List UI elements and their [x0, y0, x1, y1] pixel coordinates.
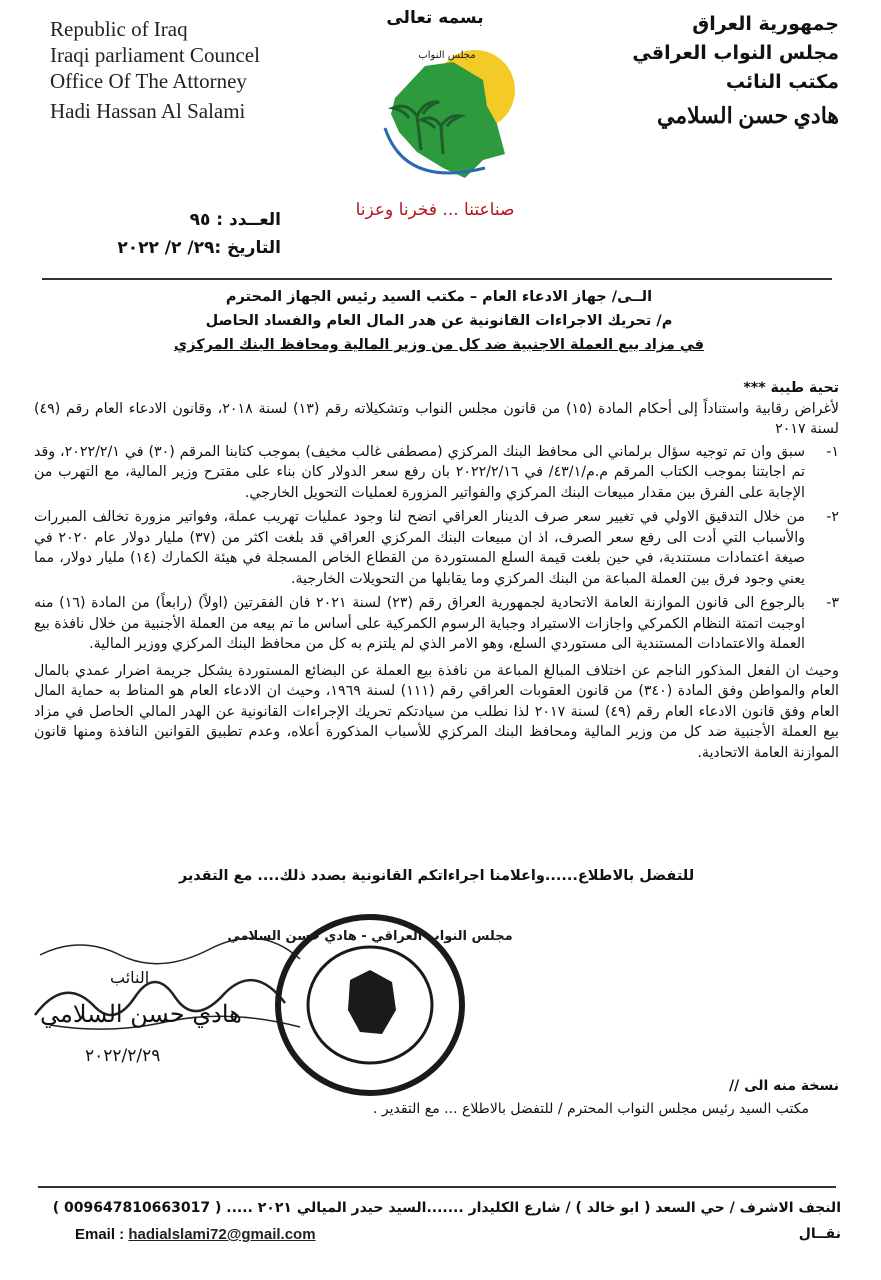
footer-divider: [38, 1186, 836, 1188]
addressee-to: الــى/ جهاز الادعاء العام – مكتب السيد رئيس الجهاز المحترم: [225, 289, 653, 305]
seal-text: مجلس النواب العراقي - هادي حسن السلامي: [227, 929, 513, 944]
addressee-block: [39, 285, 839, 357]
email-label: Email :: [75, 1226, 125, 1243]
item-number: ١-: [826, 443, 839, 460]
header-ar-line1: جمهورية العراق: [692, 13, 839, 35]
header-ar-line3: مكتب النائب: [725, 71, 839, 93]
emblem-text: مجلس النواب: [418, 50, 476, 61]
subject-line1: م/ تحريك الاجراءات القانونية عن هدر المال العام والفساد الحاصل: [205, 313, 673, 329]
list-item: [34, 442, 839, 504]
basmala: بسمه تعالى: [386, 8, 484, 28]
header-arabic: [589, 10, 839, 130]
iraq-map-emblem-icon: [355, 28, 525, 198]
header-en-line1: Republic of Iraq: [50, 17, 188, 41]
item-number: ٢-: [826, 509, 839, 525]
header-en-line2: Iraqi parliament Councel: [50, 43, 260, 67]
signature-date: ٢٠٢٢/٢/٢٩: [85, 1046, 161, 1066]
greeting: تحية طيبة ***: [743, 380, 839, 396]
reference-date: التاريخ :٢٩/ ٢/ ٢٠٢٢: [117, 238, 281, 258]
subject-line2: في مزاد بيع العملة الاجنبية ضد كل من وزير المالية ومحافظ البنك المركزي: [173, 337, 705, 353]
header-english: [50, 16, 320, 124]
signature-title: النائب: [110, 968, 150, 987]
item-text: من خلال التدقيق الاولي في تغيير سعر صرف الدينار العراقي اتضح لنا وجود عمليات تهريب عملة، وفواتير مزورة تخالف المبررات والأسباب التي أدت الى رفع سعر الصرف، اذ ان مبيعات البنك المركزي العراقي قد بلغت اكثر من (٣٧) مليار دولار عام ٢٠٢٠ في صيغة اعتمادات مستندية، في حين بلغت قيمة السلع المستوردة من القطاع الخاص المسجلة في هيئة الكمارك (١٤) مليار دولار، مما يعني وجود فرق بين العملة المباعة من البنك المركزي وما يقابلها من التحويلات الخارجية.: [34, 509, 805, 587]
copy-to-block: [39, 1075, 839, 1121]
email-link[interactable]: hadialslami72@gmail.com: [128, 1226, 316, 1243]
reference-number: العــدد : ٩٥: [189, 210, 281, 230]
copy-to-label: نسخة منه الى //: [728, 1078, 839, 1094]
header-ar-line4: هادي حسن السلامي: [657, 103, 839, 128]
official-seal-icon: [227, 910, 513, 1100]
item-text: بالرجوع الى قانون الموازنة العامة الاتحادية لجمهورية العراق رقم (٢٣) لسنة ٢٠٢١ فان الفقرتين (اولاً) (رابعاً) من المادة (١٦) منه اوجبت اتمتة النظام الكمركي واجازات الاستيراد وجباية الرسوم الكمركية على أساس ما تم بيعه من العملة الأجنبية من خلال نافذة بيع العملة والاعتمادات المستندية الى مستوردي السلع، وهو الامر الذي لم يلتزم به كل من محافظ البنك المركزي ووزير المالية.: [34, 595, 805, 652]
signature-name: هادي حسن السلامي: [40, 1000, 242, 1028]
header-ar-line2: مجلس النواب العراقي: [632, 42, 839, 64]
logo-motto: صناعتنا ... فخرنا وعزنا: [355, 200, 515, 220]
intro-paragraph: لأغراض رقابية واستناداً إلى أحكام المادة (١٥) من قانون مجلس النواب وتشكيلاته رقم (١٣) لسنة ٢٠١٨، وقانون الادعاء العام رقم (٤٩) لسنة ٢٠١٧: [34, 400, 839, 437]
item-text: سبق وان تم توجيه سؤال برلماني الى محافظ البنك المركزي (مصطفى غالب مخيف) بموجب كتابنا المرقم (٣٠) في ٢٠٢٢/٢/١، وقد تم اجابتنا بموجب الكتاب المرقم م.م/٤٣/١/ في ٢٠٢٢/٢/١٦ بان رفع سعر الدولار كان بناء على مقترح وزير المالية، مع التهرب من الإجابة على الفرق بين مقدار مبيعات البنك المركزي والفواتير المزورة لعمليات التحويل الخارجي.: [34, 443, 805, 501]
copy-to-line: مكتب السيد رئيس مجلس النواب المحترم / للتفضل بالاطلاع ... مع التقدير .: [372, 1101, 809, 1117]
footer-address: النجف الاشرف / حي السعد ( ابو خالد ) / شارع الكليدار .......السيد حيدر الميالي ٢٠٢١ ..... ( 009647810663017 ) نقــال: [52, 1200, 841, 1242]
parliament-logo: [335, 8, 535, 223]
final-paragraph: وحيث ان الفعل المذكور الناجم عن اختلاف المبالغ المباعة من نافذة بيع العملة عن البضائع المستوردة يشكل جريمة اضرار عمدي بالمال العام والمواطن وفق المادة (٣٤٠) من قانون العقوبات العراقي رقم (١١١) لسنة ١٩٦٩، وحيث ان الادعاء العام هو المناط به حماية المال العام وفق قانون الادعاء العام رقم (٤٩) لسنة ٢٠١٧ لذا نطلب من سيادتكم تحريك الإجراءات القانونية عن الهدر المالي الحاصل في مزاد بيع العملة الأجنبية ضد كل من وزير المالية ومحافظ البنك المركزي للأسباب المذكورة أعلاه، وعدم تطبيق القوانين النافذة ومنها قانون الموازنة العامة الاتحادية.: [34, 662, 840, 761]
item-number: ٣-: [826, 595, 839, 611]
letter-body: [34, 378, 839, 763]
list-item: [34, 507, 839, 589]
header-divider: [42, 278, 832, 280]
list-item: [34, 593, 839, 655]
header-en-line3: Office Of The Attorney: [50, 69, 247, 93]
header-en-line4: Hadi Hassan Al Salami: [50, 99, 246, 123]
closing-line: للتفضل بالاطلاع......واعلامنا اجراءاتكم القانونية بصدد ذلك.... مع التقدير: [178, 868, 695, 884]
footer-email: [75, 1226, 316, 1243]
